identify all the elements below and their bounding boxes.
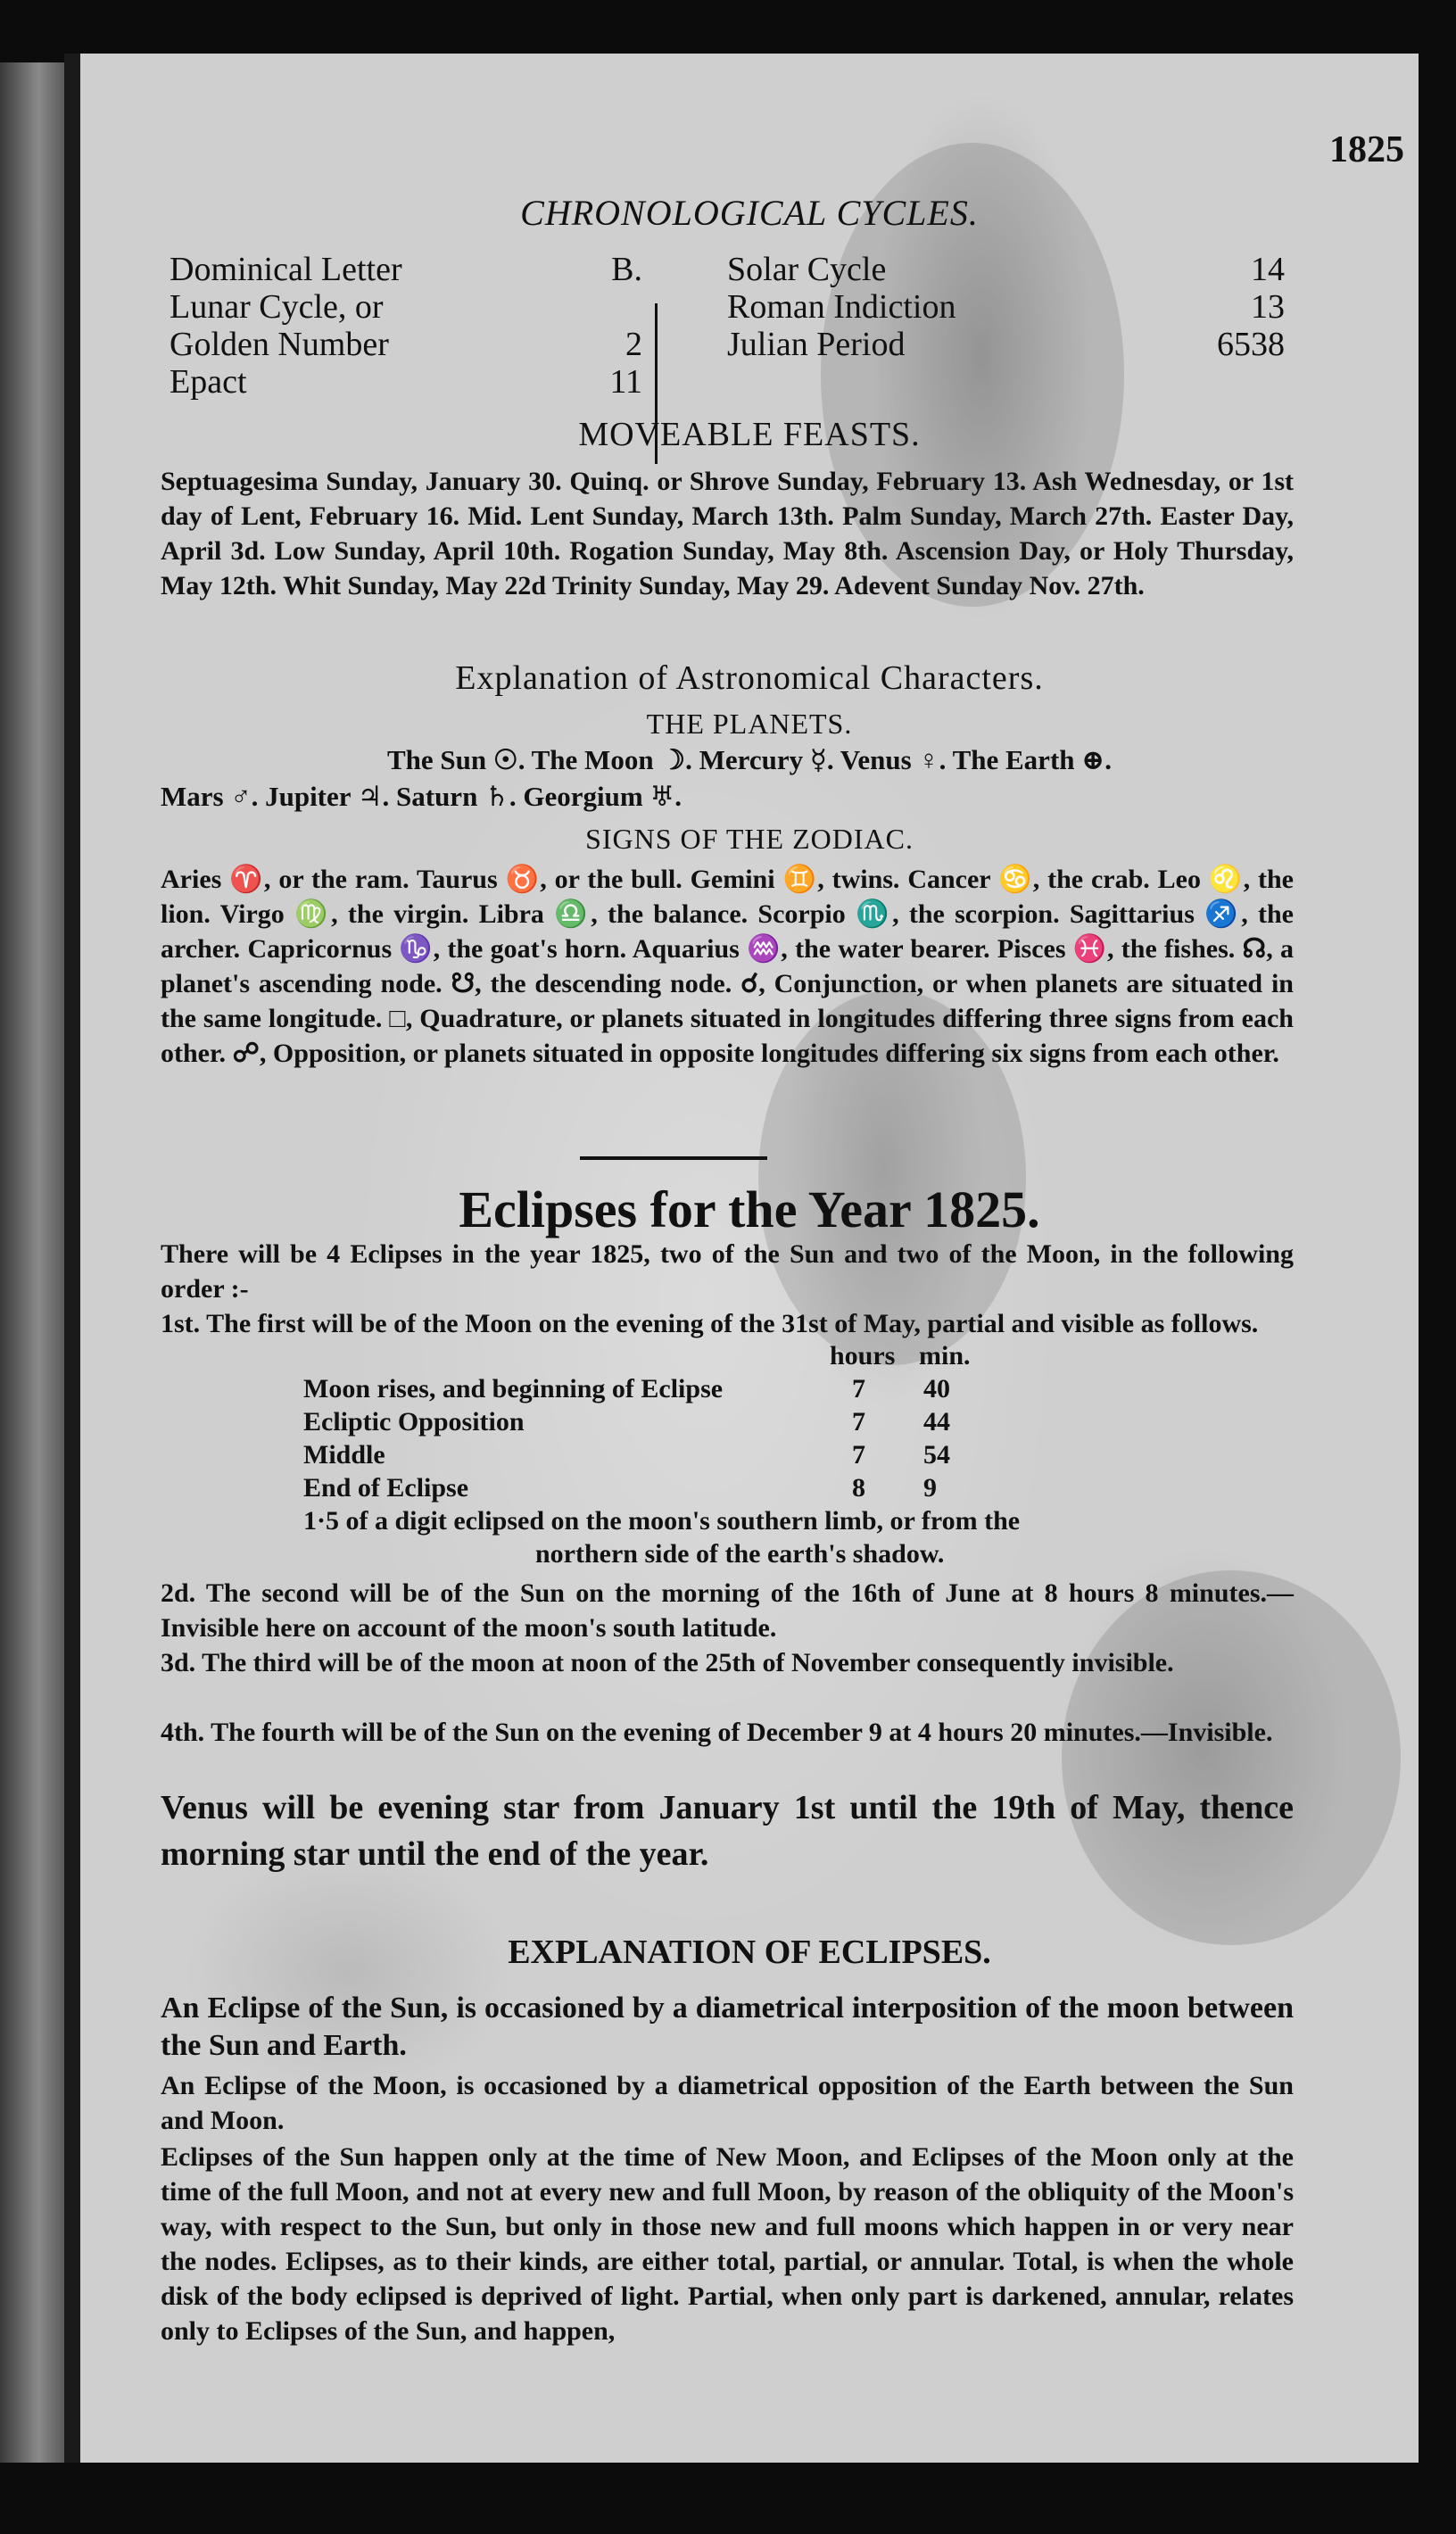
lunar-cycle-label: Lunar Cycle, or — [170, 288, 384, 326]
zodiac-title: SIGNS OF THE ZODIAC. — [585, 823, 914, 855]
roman-indiction-value: 13 — [1251, 288, 1285, 326]
eclipses-intro: There will be 4 Eclipses in the year 1825, two of the Sun and two of the Moon, in the following order :- — [161, 1239, 1294, 1304]
eclipse-row-label: Middle — [303, 1440, 385, 1470]
moveable-feasts-text: Septuagesima Sunday, January 30. Quinq. or Shrove Sunday, February 13. Ash Wednesday, or 1st day of Lent, February 16. Mid. Lent Sunday, March 13th. Palm Sunday, March 27th. Easter Day, April 3d. Low Sunday, April 10th. Rogation Sunday, May 8th. Ascension Day, or Holy Thursday, May 12th. Whit Sunday, May 22d Trinity Sunday, May 29. Adevent Sunday Nov. 27th. — [161, 467, 1294, 600]
eclipse-second: 2d. The second will be of the Sun on the morning of the 16th of June at 8 hours 8 minutes.—Invisible here on account of the moon's south latitude. — [161, 1578, 1294, 1643]
eclipse-row-hours: 7 — [852, 1407, 865, 1437]
eclipse-row-min: 40 — [923, 1374, 950, 1404]
roman-indiction-label: Roman Indiction — [727, 288, 956, 326]
eclipse-row-label: Ecliptic Opposition — [303, 1407, 525, 1437]
eclipse-row-label: End of Eclipse — [303, 1473, 469, 1503]
eclipse-row-min: 54 — [923, 1440, 950, 1470]
venus-note: Venus will be evening star from January 1st until the 19th of May, thence morning star until the end of the year. — [161, 1789, 1294, 1873]
page-year: 1825 — [1329, 129, 1404, 170]
julian-period-value: 6538 — [1217, 326, 1285, 363]
moveable-feasts-title: MOVEABLE FEASTS. — [578, 416, 921, 453]
eclipse-third: 3d. The third will be of the moon at noon of the 25th of November consequently invisible. — [161, 1648, 1174, 1677]
page-edge-shadow — [64, 54, 80, 2463]
astronomical-characters-title: Explanation of Astronomical Characters. — [455, 659, 1044, 697]
eclipse-row-hours: 7 — [852, 1440, 865, 1470]
golden-number-label: Golden Number — [170, 326, 389, 363]
eclipse-row-label: Moon rises, and beginning of Eclipse — [303, 1374, 724, 1404]
solar-cycle-value: 14 — [1251, 251, 1285, 288]
eclipse-row-min: 9 — [923, 1473, 937, 1503]
digits-eclipsed-line: 1·5 of a digit eclipsed on the moon's southern limb, or from the — [303, 1506, 1021, 1536]
planets-line-1: The Sun ☉. The Moon ☽. Mercury ☿. Venus ♀. The Earth ⊕. — [387, 744, 1112, 775]
almanac-page — [80, 54, 1419, 2463]
adjacent-page-strip — [0, 62, 64, 2463]
golden-number-value: 2 — [625, 326, 642, 363]
explanation-paragraph-3: Eclipses of the Sun happen only at the time of New Moon, and Eclipses of the Moon only at the time of the full Moon, and not at every new and full Moon, by reason of the obliquity of the Moon's way, with respect to the Sun, but only in those new and full moons which happen in or very near the nodes. Eclipses, as to their kinds, are either total, partial, or annular. Total, is when the whole disk of the body eclipsed is deprived of light. Partial, when only part is darkened, annular, relates only to Eclipses of the Sun, and happen, — [161, 2142, 1294, 2346]
header-hours: hours — [830, 1341, 896, 1371]
epact-value: 11 — [609, 363, 642, 401]
explanation-paragraph-2: An Eclipse of the Moon, is occasioned by a diametrical opposition of the Earth between the Sun and Moon. — [161, 2071, 1294, 2135]
planets-title: THE PLANETS. — [646, 708, 853, 740]
dominical-letter-value: B. — [611, 251, 642, 288]
explanation-paragraph-1: An Eclipse of the Sun, is occasioned by a diametrical interposition of the moon between the Sun and Earth. — [161, 1992, 1294, 2062]
digits-eclipsed-line-2: northern side of the earth's shadow. — [535, 1539, 945, 1569]
solar-cycle-label: Solar Cycle — [727, 251, 887, 288]
eclipse-row-hours: 7 — [852, 1374, 865, 1404]
header-min: min. — [919, 1341, 971, 1371]
eclipse-first: 1st. The first will be of the Moon on the evening of the 31st of May, partial and visible as follows. — [161, 1309, 1259, 1338]
julian-period-label: Julian Period — [727, 326, 906, 363]
eclipse-row-min: 44 — [923, 1407, 950, 1437]
eclipses-title: Eclipses for the Year 1825. — [459, 1180, 1040, 1238]
explanation-of-eclipses-title: EXPLANATION OF ECLIPSES. — [508, 1934, 991, 1971]
epact-label: Epact — [170, 363, 247, 401]
planets-line-2: Mars ♂. Jupiter ♃. Saturn ♄. Georgium ♅. — [161, 781, 682, 812]
dominical-letter-label: Dominical Letter — [170, 251, 402, 288]
section-separator — [580, 1156, 767, 1160]
eclipse-fourth: 4th. The fourth will be of the Sun on the evening of December 9 at 4 hours 20 minutes.—Invisible. — [161, 1718, 1273, 1747]
zodiac-text: Aries ♈, or the ram. Taurus ♉, or the bull. Gemini ♊, twins. Cancer ♋, the crab. Leo ♌, the lion. Virgo ♍, the virgin. Libra ♎, the balance. Scorpio ♏, the scorpion. Sagittarius ♐, the archer. Capricornus ♑, the goat's horn. Aquarius ♒, the water bearer. Pisces ♓, the fishes. ☊, a planet's ascending node. ☋, the descending node. ☌, Conjunction, or when planets are situated in the same longitude. □, Quadrature, or planets situated in longitudes differing three signs from each other. ☍, Opposition, or planets situated in opposite longitudes differing six signs from each other. — [161, 865, 1294, 1068]
eclipse-row-hours: 8 — [852, 1473, 865, 1503]
chronological-cycles-title: CHRONOLOGICAL CYCLES. — [520, 193, 979, 233]
